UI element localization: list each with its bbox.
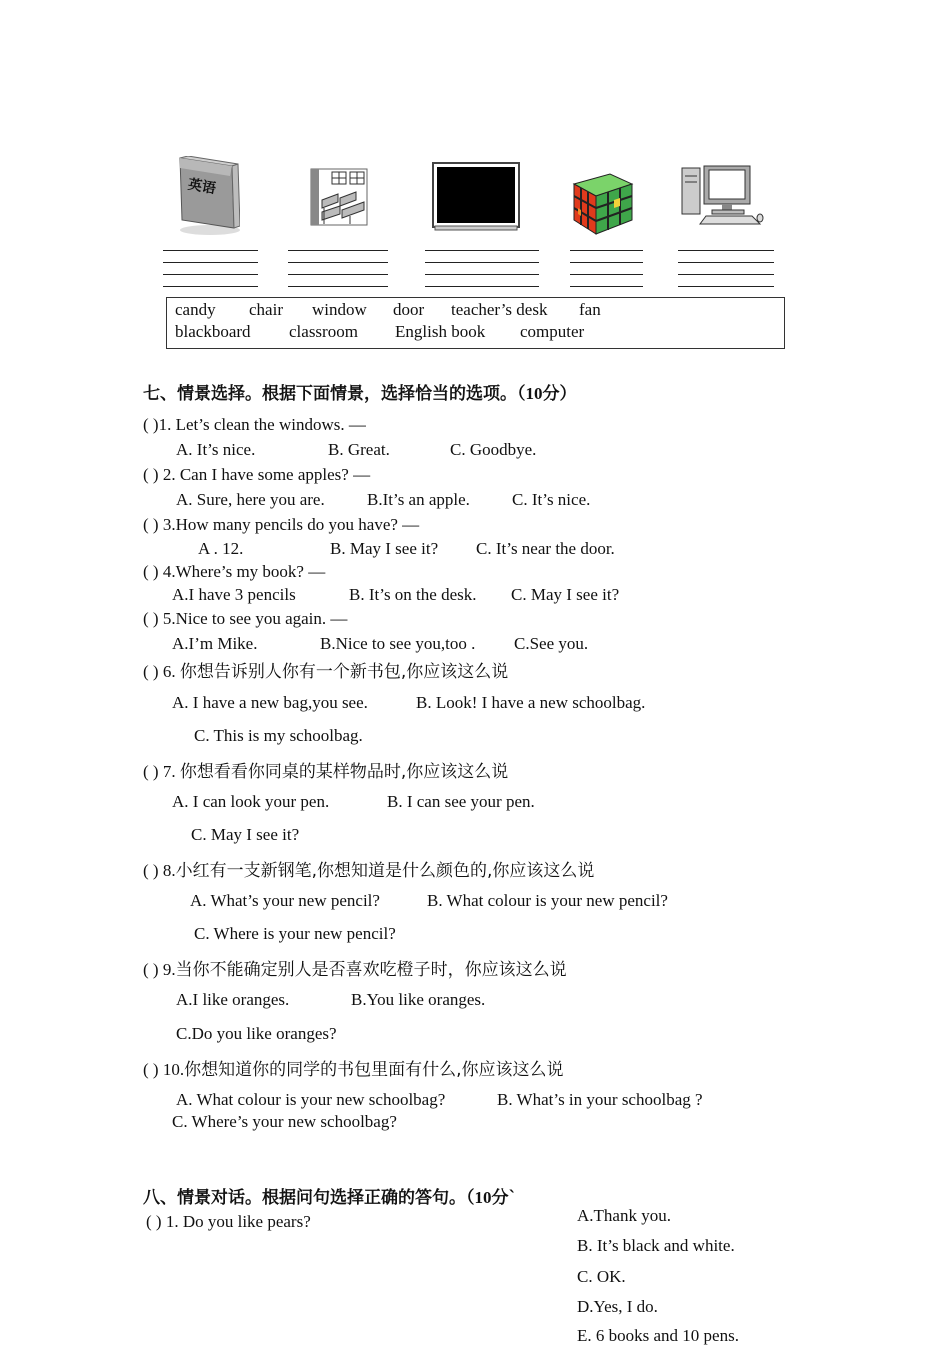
s7-q9-opt-c: C.Do you like oranges? <box>176 1024 337 1043</box>
word-window: window <box>312 300 367 319</box>
word-blackboard: blackboard <box>175 322 251 341</box>
s7-q8-opt-a: A. What’s your new pencil? <box>190 891 380 910</box>
rubiks-cube-picture <box>570 170 636 236</box>
s7-q4-opt-b: B. It’s on the desk. <box>349 585 477 604</box>
s7-q5: ( ) 5.Nice to see you again. — <box>143 609 348 628</box>
s7-q10-opt-a: A. What colour is your new schoolbag? <box>176 1090 446 1109</box>
writing-lines-4[interactable] <box>570 250 643 298</box>
s8-answer-a: A.Thank you. <box>577 1206 671 1225</box>
s7-q1-opt-a: A. It’s nice. <box>176 440 256 459</box>
word-bank-box <box>166 297 785 349</box>
computer-icon <box>680 164 764 226</box>
classroom-picture <box>310 168 368 226</box>
section7-heading: 七、情景选择。根据下面情景，选择恰当的选项。（10分） <box>143 384 577 404</box>
section7-score: 10 <box>525 384 543 403</box>
word-candy: candy <box>175 300 216 319</box>
s7-q8-opt-c: C. Where is your new pencil? <box>194 924 396 943</box>
s7-q6-opt-b: B. Look! I have a new schoolbag. <box>416 693 646 712</box>
word-english-book: English book <box>395 322 486 341</box>
s7-q4-opt-a: A.I have 3 pencils <box>172 585 296 604</box>
s8-answer-e: E. 6 books and 10 pens. <box>577 1326 739 1345</box>
s7-q2-opt-a: A. Sure, here you are. <box>176 490 325 509</box>
s7-q2-opt-b: B.It’s an apple. <box>367 490 470 509</box>
rubiks-cube-icon <box>570 170 636 236</box>
book-cover-label: 英语 <box>186 176 218 198</box>
word-fan: fan <box>579 300 601 319</box>
s7-q1: ( )1. Let’s clean the windows. — <box>143 415 366 434</box>
classroom-icon <box>310 168 368 226</box>
word-computer: computer <box>520 322 585 341</box>
s7-q8-opt-b: B. What colour is your new pencil? <box>427 891 668 910</box>
s7-q3-opt-b: B. May I see it? <box>330 539 439 558</box>
s8-answer-b: B. It’s black and white. <box>577 1236 735 1255</box>
writing-lines-1[interactable] <box>163 250 258 298</box>
s7-q10: ( ) 10.你想知道你的同学的书包里面有什么,你应该这么说 <box>143 1060 564 1080</box>
word-door: door <box>393 300 425 319</box>
section8-score: 10 <box>474 1188 492 1207</box>
word-chair: chair <box>249 300 283 319</box>
s7-q3: ( ) 3.How many pencils do you have? — <box>143 515 420 534</box>
s8-answer-c: C. OK. <box>577 1267 626 1286</box>
computer-picture <box>680 164 764 226</box>
s7-q10-opt-c: C. Where’s your new schoolbag? <box>172 1112 397 1131</box>
writing-lines-5[interactable] <box>678 250 774 298</box>
s7-q7-opt-a: A. I can look your pen. <box>172 792 330 811</box>
s7-q5-opt-b: B.Nice to see you,too . <box>320 634 476 653</box>
s7-q5-opt-c: C.See you. <box>514 634 589 653</box>
s7-q9: ( ) 9.当你不能确定别人是否喜欢吃橙子时，你应该这么说 <box>143 960 567 980</box>
s7-q3-opt-a: A . 12. <box>198 539 244 558</box>
blackboard-icon <box>432 162 520 232</box>
s7-q6: ( ) 6. 你想告诉别人你有一个新书包,你应该这么说 <box>143 662 509 682</box>
s7-q5-opt-a: A.I’m Mike. <box>172 634 258 653</box>
s7-q1-opt-c: C. Goodbye. <box>450 440 537 459</box>
s7-q4-opt-c: C. May I see it? <box>511 585 620 604</box>
s7-q9-opt-a: A.I like oranges. <box>176 990 290 1009</box>
s7-q7: ( ) 7. 你想看看你同桌的某样物品时,你应该这么说 <box>143 762 509 782</box>
s7-q8: ( ) 8.小红有一支新钢笔,你想知道是什么颜色的,你应该这么说 <box>143 861 595 881</box>
s7-q6-opt-a: A. I have a new bag,you see. <box>172 693 368 712</box>
english-book-picture <box>174 156 240 236</box>
s7-q7-opt-b: B. I can see your pen. <box>387 792 535 811</box>
s7-q2: ( ) 2. Can I have some apples? — <box>143 465 371 484</box>
s7-q10-opt-b: B. What’s in your schoolbag ? <box>497 1090 703 1109</box>
section8-heading: 八、情景对话。根据问句选择正确的答句。（10分` <box>143 1188 517 1208</box>
s8-answer-d: D.Yes, I do. <box>577 1297 658 1316</box>
s7-q6-opt-c: C. This is my schoolbag. <box>194 726 363 745</box>
s7-q3-opt-c: C. It’s near the door. <box>476 539 615 558</box>
s7-q9-opt-b: B.You like oranges. <box>351 990 486 1009</box>
blackboard-picture <box>432 162 520 232</box>
writing-lines-2[interactable] <box>288 250 388 298</box>
word-teachers-desk: teacher’s desk <box>451 300 548 319</box>
word-classroom: classroom <box>289 322 358 341</box>
s7-q4: ( ) 4.Where’s my book? — <box>143 562 326 581</box>
writing-lines-3[interactable] <box>425 250 539 298</box>
s7-q1-opt-b: B. Great. <box>328 440 390 459</box>
s7-q7-opt-c: C. May I see it? <box>191 825 300 844</box>
s8-q1: ( ) 1. Do you like pears? <box>146 1212 311 1231</box>
s7-q2-opt-c: C. It’s nice. <box>512 490 591 509</box>
